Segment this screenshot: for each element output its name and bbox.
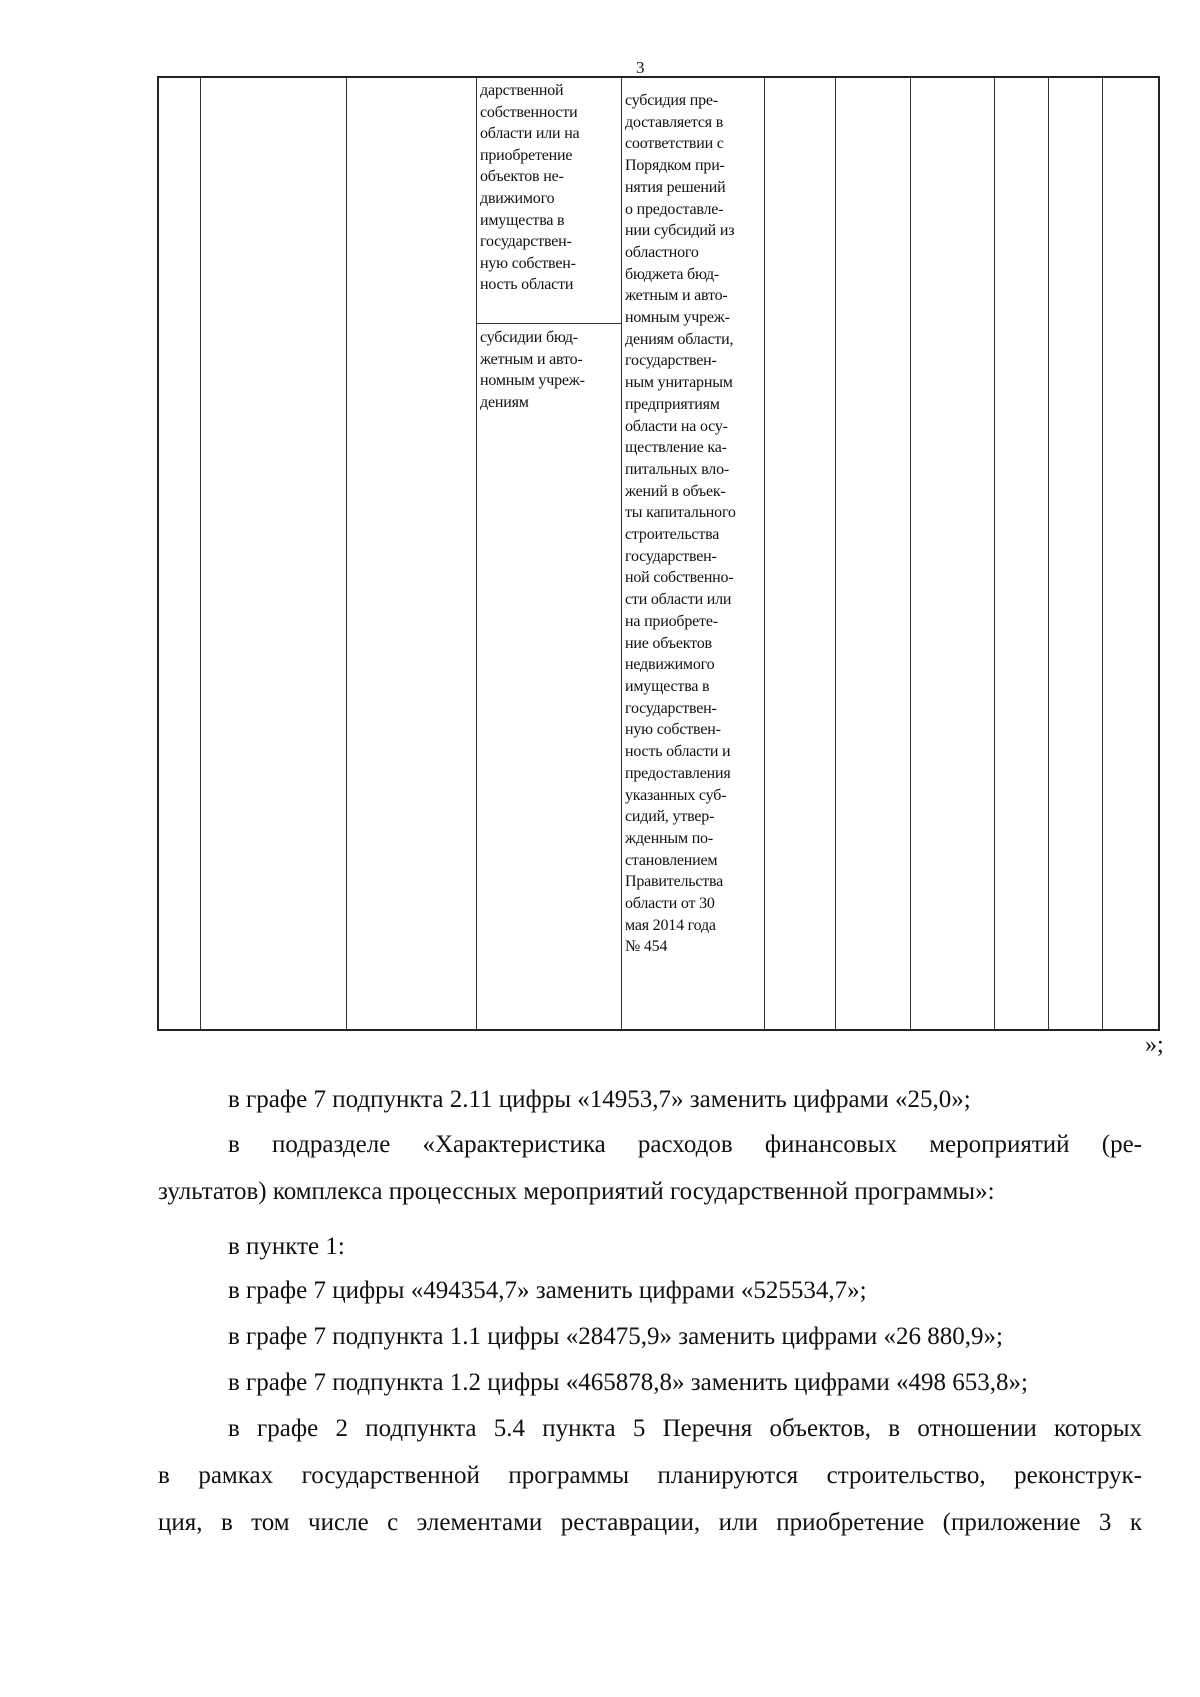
paragraph-line: в графе 2 подпункта 5.4 пункта 5 Перечня объектов, в отношении которых [228, 1415, 1142, 1442]
table-column-divider [476, 78, 477, 1029]
table-column-divider [621, 78, 622, 1029]
table-column-divider [910, 78, 911, 1029]
table-column-divider [835, 78, 836, 1029]
table-column-divider [200, 78, 201, 1029]
table-cell-conditions: субсидия пре- доставляется в соответствии с Порядком при- нятия решений о предоставле- нии субсидий из областного бюджета бюд- жетным и авто- номным учреж- дениям области, государствен- ным унитарным предприятиям области на осу- ществление ка- питальных вло- жений в объек- ты капитального строительства государствен- ной собственно- сти области или на приобрете- ние объектов недвижимого имущества в государствен- ную собствен- ность области и предоставления указанных суб- сидий, утвер- жденным по- становлением Правительства области от 30 мая 2014 года № 454 [625, 92, 736, 956]
paragraph-line: в рамках государственной программы планируются строительство, реконструк- [158, 1462, 1142, 1489]
paragraph-line: в пункте 1: [228, 1233, 345, 1260]
continuation-table [157, 76, 1160, 1031]
paragraph-line: в графе 7 подпункта 1.2 цифры «465878,8» заменить цифрами «498 653,8»; [228, 1369, 1028, 1396]
paragraph-line: в графе 7 подпункта 2.11 цифры «14953,7» заменить цифрами «25,0»; [228, 1086, 971, 1113]
table-cell-purpose-bottom: субсидии бюд- жетным и авто- номным учреж- дениям [480, 329, 585, 411]
table-cell-purpose-top: дарственной собственности области или на приобретение объектов не- движимого имущества в государствен- ную собствен- ность области [480, 82, 580, 294]
table-column-divider [1102, 78, 1103, 1029]
table-column-divider [346, 78, 347, 1029]
table-column-divider [994, 78, 995, 1029]
paragraph-line: в подразделе «Характеристика расходов финансовых мероприятий (ре- [228, 1131, 1142, 1158]
table-column-divider [1048, 78, 1049, 1029]
paragraph-line: в графе 7 подпункта 1.1 цифры «28475,9» заменить цифрами «26 880,9»; [228, 1323, 1003, 1350]
paragraph-line: в графе 7 цифры «494354,7» заменить цифрами «525534,7»; [228, 1277, 867, 1304]
paragraph-line: зультатов) комплекса процессных мероприятий государственной программы»: [158, 1178, 995, 1205]
page-number: 3 [636, 58, 645, 77]
paragraph-line: ция, в том числе с элементами реставрации, или приобретение (приложение 3 к [158, 1509, 1142, 1536]
closing-quote: »; [1145, 1032, 1164, 1058]
table-row-divider [476, 323, 621, 324]
